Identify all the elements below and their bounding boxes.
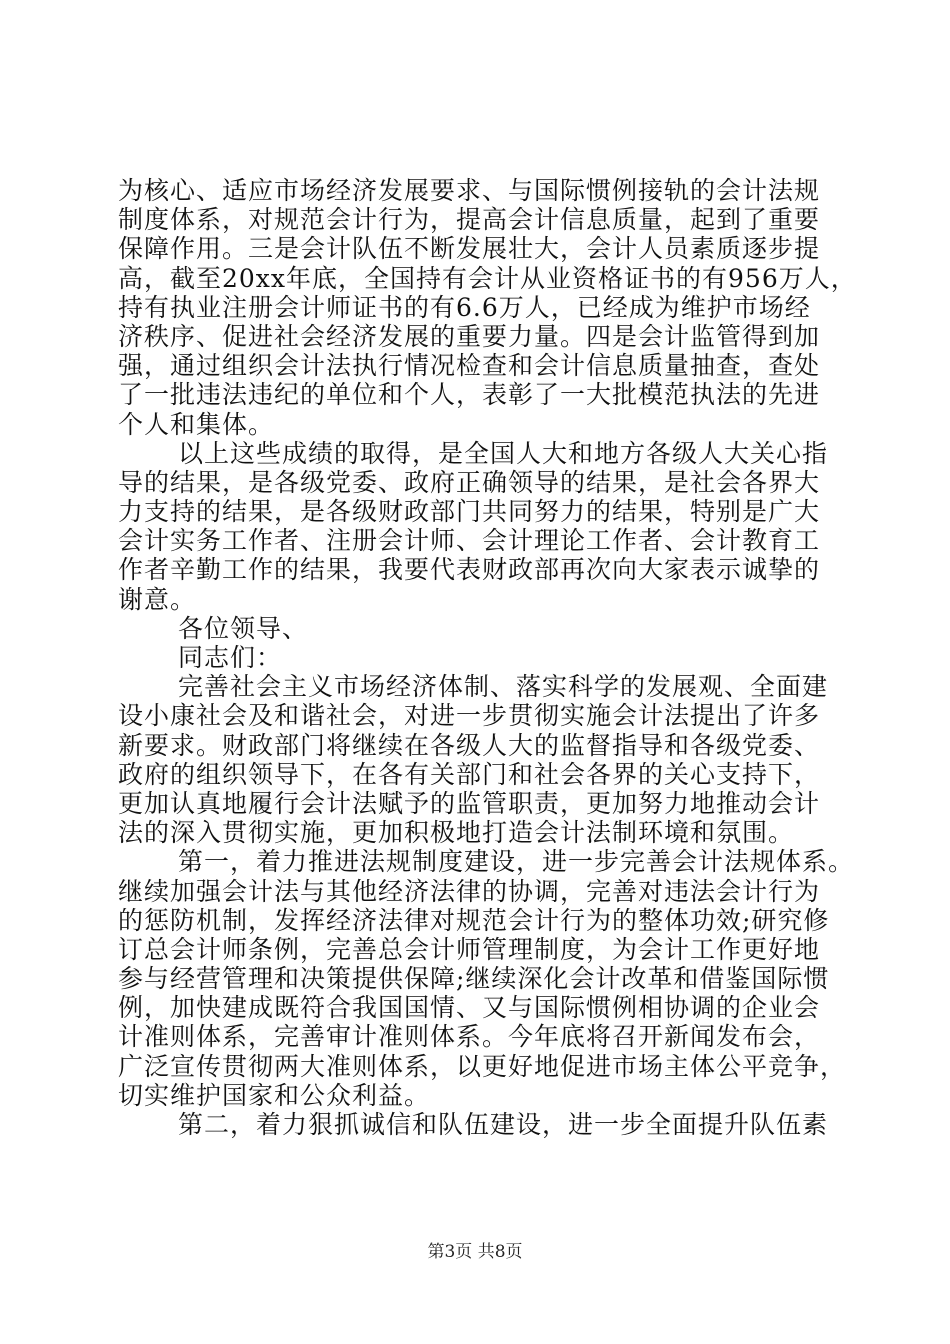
paragraph-start-line: 以上这些成绩的取得，是全国人大和地方各级人大关心指 <box>178 438 829 468</box>
text-line: 为核心、适应市场经济发展要求、与国际惯例接轨的会计法规 <box>118 176 821 205</box>
text-line: 力支持的结果，是各级财政部门共同努力的结果，特别是广大 <box>118 497 821 527</box>
text-line: 持有执业注册会计师证书的有6.6万人，已经成为维护市场经 <box>118 292 811 322</box>
text-line: 高，截至20xx年底，全国持有会计从业资格证书的有956万人， <box>118 263 857 293</box>
text-line: 政府的组织领导下，在各有关部门和社会各界的关心支持下， <box>118 759 821 789</box>
text-line: 法的深入贯彻实施，更加积极地打造会计法制环境和氛围。 <box>118 818 795 848</box>
text-line: 设小康社会及和谐社会，对进一步贯彻实施会计法提出了许多 <box>118 701 821 731</box>
paragraph-start-line: 第二，着力狠抓诚信和队伍建设，进一步全面提升队伍素 <box>178 1110 829 1139</box>
paragraph-start-line: 完善社会主义市场经济体制、落实科学的发展观、全面建 <box>178 672 829 702</box>
text-line: 谢意。 <box>118 584 197 614</box>
text-line: 了一批违法违纪的单位和个人，表彰了一大批模范执法的先进 <box>118 380 821 410</box>
text-line: 更加认真地履行会计法赋予的监管职责，更加努力地推动会计 <box>118 788 821 818</box>
body-text <box>118 176 857 1139</box>
text-line: 继续加强会计法与其他经济法律的协调，完善对违法会计行为 <box>118 876 821 906</box>
text-line: 的惩防机制，发挥经济法律对规范会计行为的整体功效;研究修 <box>118 905 830 935</box>
text-line: 广泛宣传贯彻两大准则体系，以更好地促进市场主体公平竞争， <box>118 1051 847 1081</box>
text-line: 作者辛勤工作的结果，我要代表财政部再次向大家表示诚挚的 <box>118 555 821 585</box>
text-line: 制度体系，对规范会计行为，提高会计信息质量，起到了重要 <box>118 205 821 235</box>
text-line: 参与经营管理和决策提供保障;继续深化会计改革和借鉴国际惯 <box>118 964 830 994</box>
text-line: 计准则体系，完善审计准则体系。今年底将召开新闻发布会， <box>118 1022 821 1052</box>
page-number-footer: 第3页 共8页 <box>427 1242 523 1262</box>
text-line: 济秩序、促进社会经济发展的重要力量。四是会计监管得到加 <box>118 321 821 351</box>
text-line: 强，通过组织会计法执行情况检查和会计信息质量抽查，查处 <box>118 351 821 381</box>
text-line: 会计实务工作者、注册会计师、会计理论工作者、会计教育工 <box>118 526 821 556</box>
text-line: 个人和集体。 <box>118 409 275 439</box>
text-line: 切实维护国家和公众利益。 <box>118 1080 431 1110</box>
text-line: 例，加快建成既符合我国国情、又与国际惯例相协调的企业会 <box>118 993 821 1023</box>
salutation-line: 同志们： <box>178 643 283 672</box>
text-line: 保障作用。三是会计队伍不断发展壮大，会计人员素质逐步提 <box>118 234 821 264</box>
text-line: 新要求。财政部门将继续在各级人大的监督指导和各级党委、 <box>118 730 821 760</box>
paragraph-start-line: 第一，着力推进法规制度建设，进一步完善会计法规体系。 <box>178 847 855 877</box>
text-line: 订总会计师条例，完善总会计师管理制度，为会计工作更好地 <box>118 934 821 964</box>
salutation-line: 各位领导、 <box>178 613 309 643</box>
text-line: 导的结果，是各级党委、政府正确领导的结果，是社会各界大 <box>118 467 821 497</box>
